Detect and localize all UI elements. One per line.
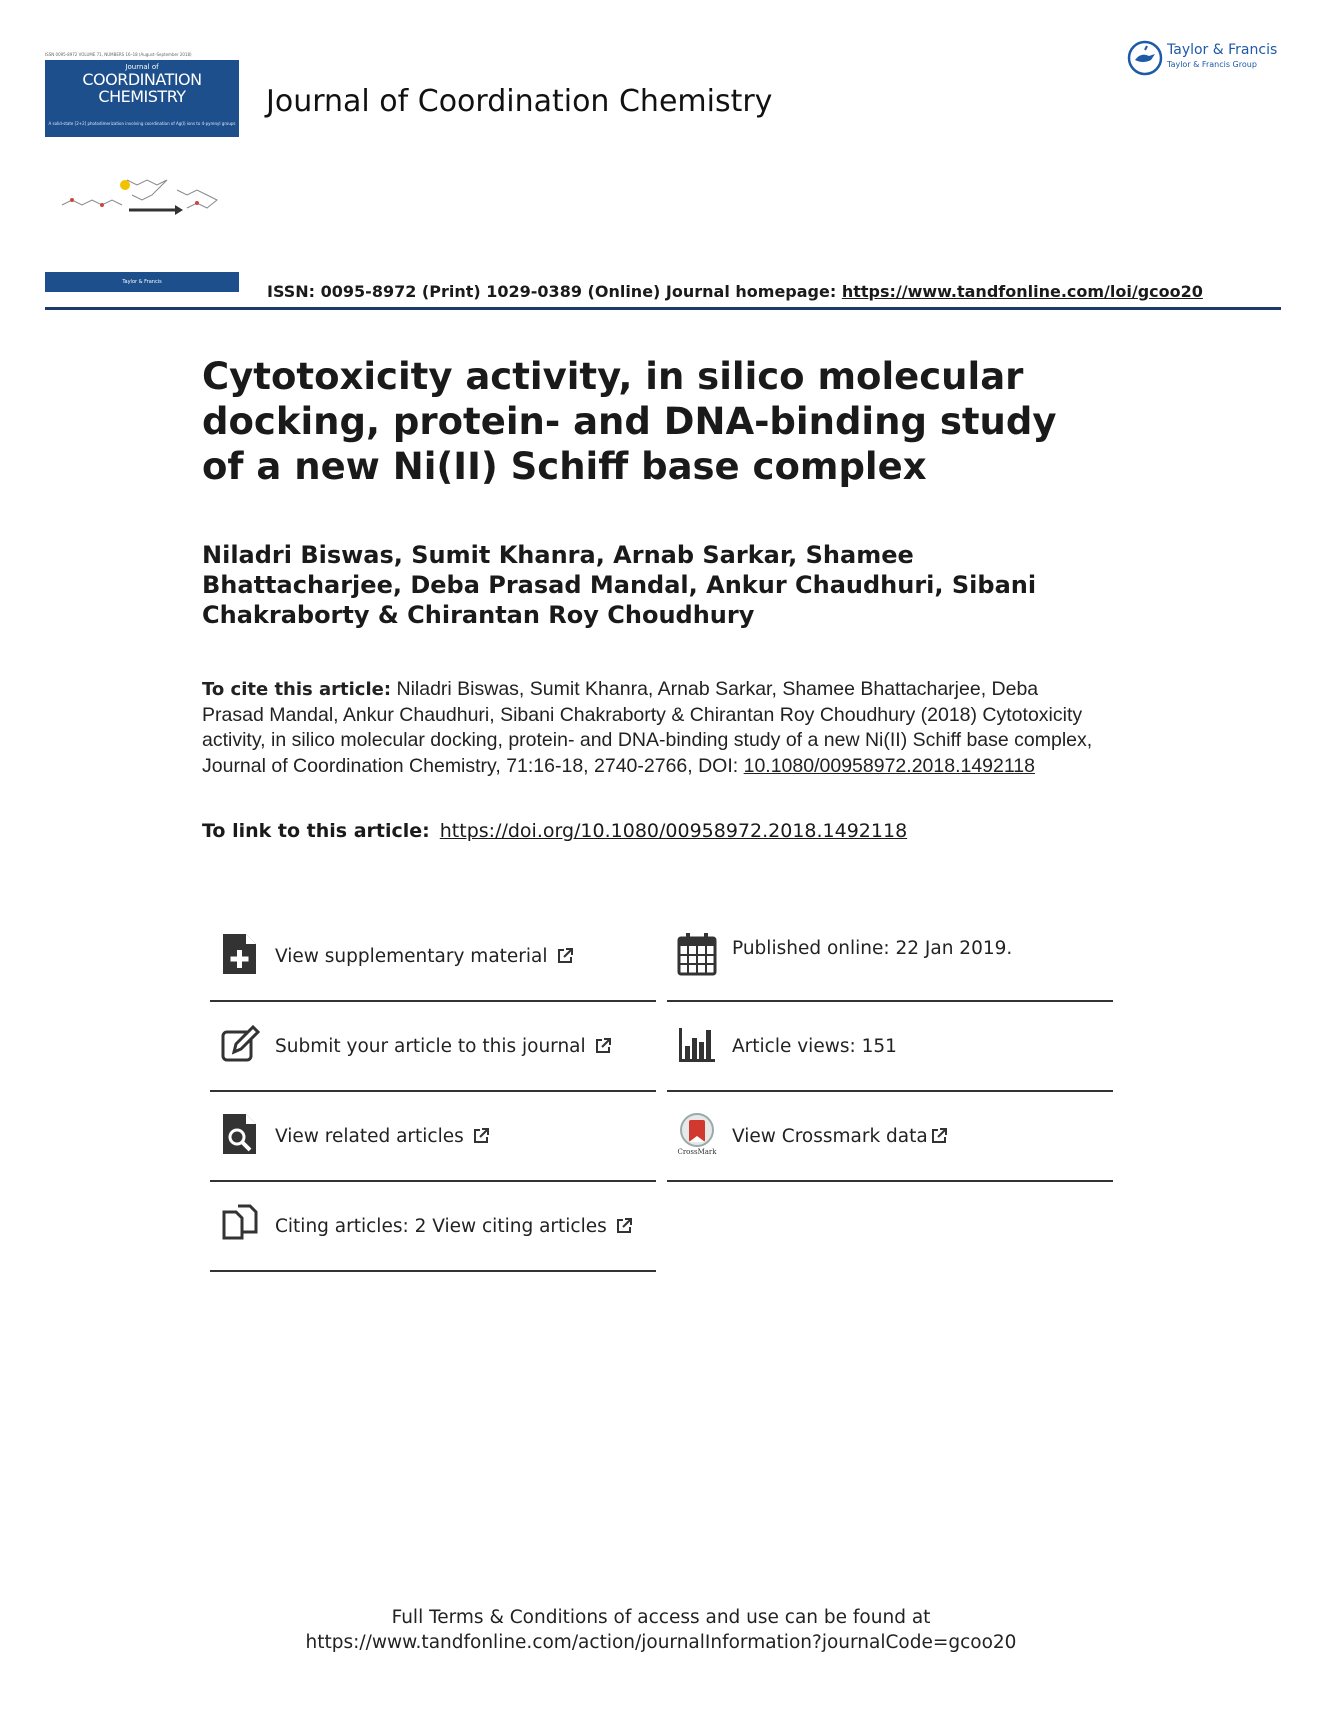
citing-articles-link[interactable] xyxy=(210,1182,656,1272)
article-link-row xyxy=(202,820,907,842)
article-authors: Niladri Biswas, Sumit Khanra, Arnab Sarkar, Shamee Bhattacharjee, Deba Prasad Mandal, Ankur Chaudhuri, Sibani Chakraborty & Chirantan Roy Choudhury xyxy=(202,541,1037,629)
cover-journal-of: Journal of xyxy=(125,63,159,71)
submit-article-label: Submit your article to this journal xyxy=(275,1035,586,1057)
external-link-icon xyxy=(615,1217,633,1235)
publisher-name: Taylor & Francis xyxy=(1167,42,1278,58)
supplementary-material-label: View supplementary material xyxy=(275,945,548,967)
published-online-info xyxy=(667,912,1113,1002)
cite-label: To cite this article: xyxy=(202,679,392,700)
cover-title-line2: CHEMISTRY xyxy=(98,87,186,106)
journal-cover xyxy=(45,50,239,294)
cover-title-line1: COORDINATION xyxy=(82,70,202,89)
footer-terms-link[interactable]: https://www.tandfonline.com/action/journalInformation?journalCode=gcoo20 xyxy=(305,1632,1017,1653)
footer-terms xyxy=(0,1605,1322,1655)
publisher-logo[interactable] xyxy=(1127,38,1297,78)
calendar-icon xyxy=(677,932,717,976)
crossmark-badge-text: CrossMark xyxy=(677,1148,717,1156)
crossmark-label: View Crossmark data xyxy=(732,1125,928,1147)
article-title: Cytotoxicity activity, in silico molecular docking, protein- and DNA-binding study of a new Ni(II) Schiff base complex xyxy=(202,355,1057,488)
external-link-icon xyxy=(594,1037,612,1055)
cite-doi-link[interactable]: 10.1080/00958972.2018.1492118 xyxy=(743,754,1035,777)
document-search-icon xyxy=(220,1112,260,1156)
related-articles-link[interactable] xyxy=(210,1092,656,1182)
crossmark-icon xyxy=(677,1112,717,1156)
document-plus-icon xyxy=(220,932,260,976)
issn-text: ISSN: 0095-8972 (Print) 1029-0389 (Online) Journal homepage: xyxy=(267,282,842,301)
external-link-icon xyxy=(930,1127,948,1145)
cover-subtitle: A solid-state [2+2] photodimerization involving coordination of Ag(I) ions to 4-pyrenyl groups xyxy=(45,119,239,137)
published-online-label: Published online: 22 Jan 2019. xyxy=(732,937,1013,959)
citation-block xyxy=(202,677,1102,779)
crossmark-link[interactable] xyxy=(667,1092,1113,1182)
cover-molecule-illustration xyxy=(57,170,227,230)
journal-name: Journal of Coordination Chemistry xyxy=(266,84,773,119)
footer-line1: Full Terms & Conditions of access and use can be found at xyxy=(391,1607,931,1628)
publisher-lamp-icon xyxy=(1127,40,1163,76)
cover-top-line: ISSN 0095-8972 VOLUME 71, NUMBERS 16–18 (August–September 2018) xyxy=(45,52,192,57)
publisher-group: Taylor & Francis Group xyxy=(1167,60,1257,69)
bar-chart-icon xyxy=(677,1022,717,1066)
cover-title-band xyxy=(45,60,239,119)
external-link-icon xyxy=(472,1127,490,1145)
journal-homepage-link[interactable]: https://www.tandfonline.com/loi/gcoo20 xyxy=(841,282,1203,301)
article-doi-link[interactable]: https://doi.org/10.1080/00958972.2018.1492118 xyxy=(439,820,908,842)
cite-text: Niladri Biswas, Sumit Khanra, Arnab Sarkar, Shamee Bhattacharjee, Deba Prasad Mandal, Ankur Chaudhuri, Sibani Chakraborty & Chirantan Roy Choudhury (2018) Cytotoxicity activity, in silico molecular docking, protein- and DNA-binding study of a new Ni(II) Schiff base complex, Journal of Coordination Chemistry, 71:16-18, 2740-2766, DOI: xyxy=(202,678,1093,777)
article-views-info xyxy=(667,1002,1113,1092)
external-link-icon xyxy=(556,947,574,965)
header-divider xyxy=(45,307,1281,310)
related-articles-label: View related articles xyxy=(275,1125,464,1147)
citing-articles-label: Citing articles: 2 View citing articles xyxy=(275,1215,607,1237)
article-views-label: Article views: 151 xyxy=(732,1035,897,1057)
issn-line xyxy=(267,282,1203,301)
cover-publisher-band: Taylor & Francis xyxy=(45,272,239,292)
supplementary-material-link[interactable] xyxy=(210,912,656,1002)
submit-article-link[interactable] xyxy=(210,1002,656,1092)
link-label: To link to this article: xyxy=(202,820,430,842)
copy-documents-icon xyxy=(220,1202,260,1246)
edit-icon xyxy=(220,1022,260,1066)
